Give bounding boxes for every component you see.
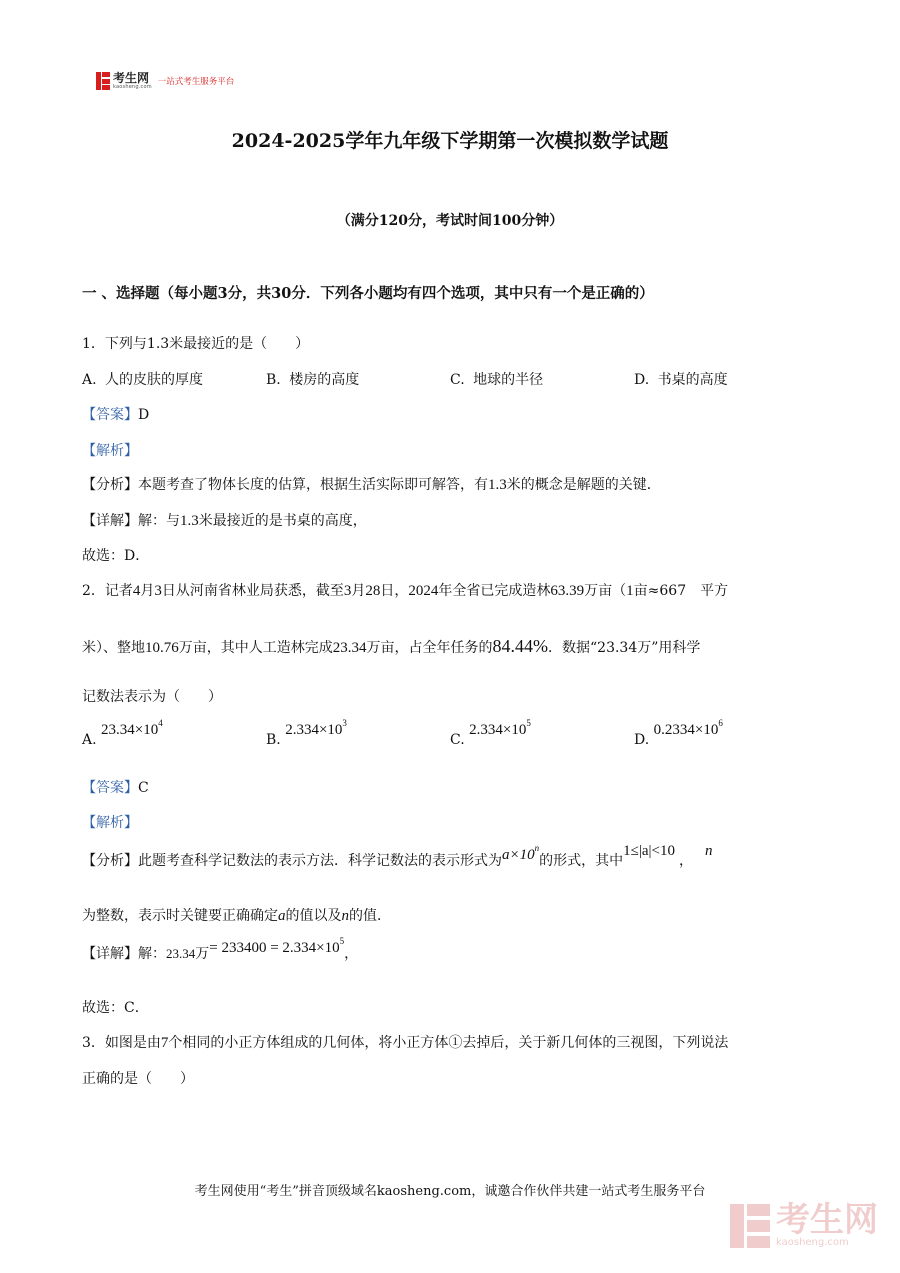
option-letter: C. xyxy=(450,372,465,388)
q1-answer xyxy=(82,404,149,424)
option-letter: D. xyxy=(634,732,650,748)
analysis-tag: 【分析】 xyxy=(82,853,138,869)
q2-conclusion: 故选：C． xyxy=(82,1000,149,1016)
stem-text: 月 xyxy=(351,583,366,599)
q2-jiexi-tag: 【解析】 xyxy=(82,815,138,831)
stem-text: ．数据“23.34万”用科学 xyxy=(548,640,701,656)
exam-info: （满分120分，考试时间100分钟） xyxy=(336,213,564,229)
math-value: 4 xyxy=(132,583,141,599)
math-variable: n xyxy=(704,843,713,859)
option-text: 地球的半径 xyxy=(473,372,544,388)
question-2-line-1 xyxy=(82,580,728,600)
answer-value: C xyxy=(138,780,149,796)
math-value: 3 xyxy=(343,583,352,599)
analysis-text: 此题考查科学记数法的表示方法．科学记数法的表示形式为 xyxy=(138,853,502,869)
q2-answer xyxy=(82,777,149,797)
question-2-line-3: 记数法表示为（ ） xyxy=(82,689,222,705)
math-base: a×10 xyxy=(502,847,535,863)
math-value: 84.44% xyxy=(492,636,548,656)
math-expression xyxy=(502,843,540,863)
math-exponent: 6 xyxy=(718,718,723,728)
option-text: 人的皮肤的厚度 xyxy=(105,372,204,388)
q1-detail xyxy=(82,510,367,530)
watermark-text: 考生网 xyxy=(776,1200,878,1240)
math-value: 28 xyxy=(365,583,381,599)
question-3-line-1 xyxy=(82,1032,728,1052)
detail-text: 万 xyxy=(195,946,210,962)
math-exponent: n xyxy=(534,843,540,853)
stem-text: 年全省已完成造林 xyxy=(438,583,551,599)
math-base: 2.334×10 xyxy=(469,722,527,738)
math-expression xyxy=(209,936,345,956)
answer-tag: 【答案】 xyxy=(82,407,138,423)
watermark-domain: kaosheng.com xyxy=(776,1237,849,1248)
logo-slogan: 一站式考生服务平台 xyxy=(157,77,235,87)
question-1-stem: 1．下列与1.3米最接近的是（ ） xyxy=(82,336,310,352)
option-math xyxy=(285,718,347,738)
math-exponent: 5 xyxy=(339,936,345,946)
q1-analysis xyxy=(82,474,661,494)
logo-text: 考生网 xyxy=(113,70,150,85)
stem-text: 米）、整地 xyxy=(82,640,145,656)
option-letter: A. xyxy=(82,372,97,388)
math-value: 10.76 xyxy=(145,640,179,656)
question-2-line-2 xyxy=(82,636,700,657)
math-value: 23.34 xyxy=(332,640,367,656)
page-title: 2024-2025学年九年级下学期第一次模拟数学试题 xyxy=(231,130,669,152)
question-3-line-2: 正确的是（ ） xyxy=(82,1071,194,1087)
math-exponent: 5 xyxy=(526,718,531,728)
analysis-text: 的值． xyxy=(349,908,391,924)
option-letter: A. xyxy=(82,732,97,748)
math-base: 0.2334×10 xyxy=(653,722,719,738)
section-heading: 一 、选择题（每小题3分，共30分．下列各小题均有四个选项，其中只有一个是正确的） xyxy=(82,285,654,302)
q1-option-b xyxy=(266,369,359,389)
analysis-text: 米的概念是解题的关键． xyxy=(506,477,661,493)
detail-text: 解： xyxy=(138,946,166,962)
detail-tag: 【详解】 xyxy=(82,513,138,529)
option-math xyxy=(101,718,163,738)
detail-text: 解：与 xyxy=(138,513,180,529)
stem-text: 月 xyxy=(140,583,155,599)
option-letter: B. xyxy=(266,372,281,388)
math-value: 1 xyxy=(626,583,634,599)
math-exponent: 3 xyxy=(342,718,347,728)
q2-option-c xyxy=(450,718,531,748)
math-value: 7 xyxy=(160,1035,169,1051)
q1-option-c xyxy=(450,369,543,389)
stem-text: 日， xyxy=(380,583,409,599)
math-base: 2.334×10 xyxy=(285,722,343,738)
option-math xyxy=(469,718,531,738)
math-value: 63.39 xyxy=(550,583,585,599)
detail-text: 米最接近的是书桌的高度， xyxy=(198,513,367,529)
option-text: 书桌的高度 xyxy=(657,372,728,388)
detail-text: ， xyxy=(344,946,359,962)
stem-text: 2．记者 xyxy=(82,583,133,599)
math-value: 1.3 xyxy=(488,477,507,493)
page-footer: 考生网使用“考生”拼音顶级域名kaosheng.com，诚邀合作伙伴共建一站式考生服务平台 xyxy=(194,1184,706,1199)
stem-text: 个相同的小正方体组成的几何体，将小正方体①去掉后，关于新几何体的三视图，下列说法 xyxy=(168,1035,729,1051)
stem-text: 万亩，其中人工造林完成 xyxy=(178,640,333,656)
math-base: 23.34×10 xyxy=(101,722,159,738)
watermark xyxy=(730,1200,878,1248)
stem-text: 万亩，占全年任务的 xyxy=(366,640,493,656)
analysis-tag: 【分析】 xyxy=(82,477,138,493)
option-math xyxy=(653,718,723,738)
math-variable: n xyxy=(341,908,349,924)
math-value: 1.3 xyxy=(180,513,199,529)
q1-option-d xyxy=(634,369,728,389)
math-value: 23.34 xyxy=(166,946,196,961)
q1-jiexi-tag: 【解析】 xyxy=(82,443,138,459)
detail-tag: 【详解】 xyxy=(82,946,138,962)
answer-tag: 【答案】 xyxy=(82,780,138,796)
math-exponent: 4 xyxy=(158,718,163,728)
option-letter: B. xyxy=(266,732,281,748)
stem-text: 亩≈667 平方 xyxy=(633,583,729,599)
stem-text: 3．如图是由 xyxy=(82,1035,161,1051)
q2-analysis-line-2 xyxy=(82,905,391,925)
option-text: 楼房的高度 xyxy=(289,372,360,388)
q1-conclusion: 故选：D． xyxy=(82,548,150,564)
analysis-text: 的值以及 xyxy=(285,908,342,924)
analysis-text: ， xyxy=(678,853,693,869)
analysis-text: 的形式，其中 xyxy=(539,853,624,869)
stem-text: 万亩（ xyxy=(584,583,627,599)
q2-analysis-line-1 xyxy=(82,843,713,870)
logo-domain: kaosheng.com xyxy=(113,83,152,90)
math-value: 3 xyxy=(154,583,162,599)
q2-detail xyxy=(82,936,359,963)
site-logo xyxy=(96,72,234,90)
logo-icon xyxy=(96,72,110,90)
option-letter: D. xyxy=(634,372,650,388)
q2-option-b xyxy=(266,718,347,748)
analysis-text: 本题考查了物体长度的估算，根据生活实际即可解答，有 xyxy=(138,477,488,493)
q2-option-d xyxy=(634,718,723,748)
stem-text: 日从河南省林业局获悉，截至 xyxy=(161,583,344,599)
math-expression: 1≤|a|<10 xyxy=(623,843,675,859)
analysis-text: 为整数，表示时关键要正确确定 xyxy=(82,908,278,924)
q1-option-a xyxy=(82,369,203,389)
watermark-logo-icon xyxy=(730,1204,770,1248)
math-value: 2024 xyxy=(408,583,439,599)
math-variable: a xyxy=(278,908,286,924)
q2-option-a xyxy=(82,718,163,748)
option-letter: C. xyxy=(450,732,465,748)
answer-value: D xyxy=(138,407,150,423)
math-base: = 233400 = 2.334×10 xyxy=(209,940,340,956)
